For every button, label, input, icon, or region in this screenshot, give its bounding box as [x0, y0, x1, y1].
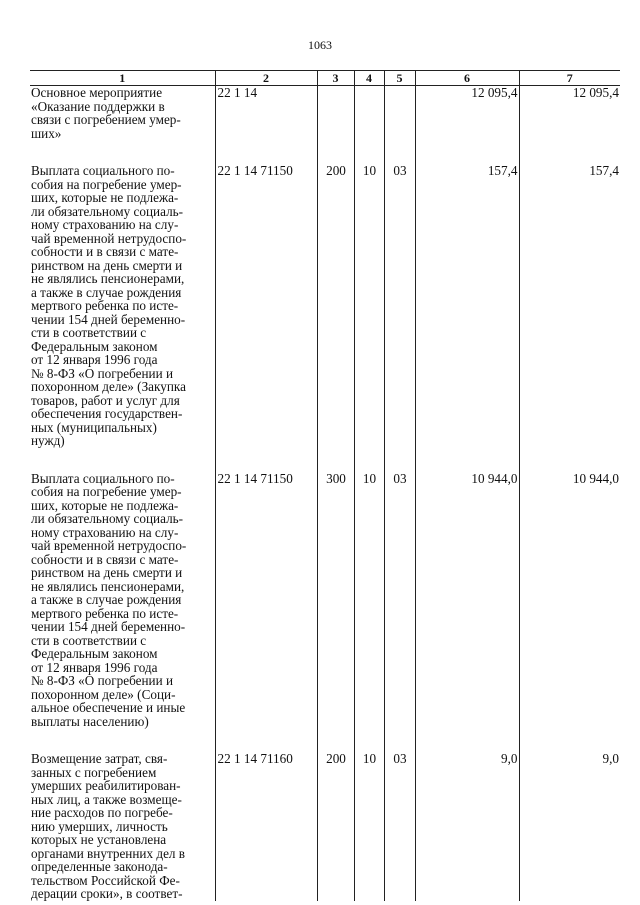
page-number: 1063: [308, 38, 332, 52]
table-row: [30, 164, 620, 448]
row-section: 10: [354, 752, 384, 901]
row-amount-2: 9,0: [519, 752, 620, 901]
row-spacer: [30, 448, 620, 472]
row-spacer: [30, 728, 620, 752]
row-description: Возмещение затрат, свя- занных с погребением умерших реабилитирован- ных лиц, а также возмеще- ние расходов по погребе- нию умерших, личность которых не установлена органами внутренних дел в определенные законода- тельством Российской Фе- дерации сроки», в соответ-: [30, 752, 215, 901]
row-subsection: 03: [384, 752, 415, 901]
table-row: [30, 472, 620, 729]
column-header-6: 6: [415, 71, 519, 86]
row-target-code: 22 1 14 71160: [215, 752, 317, 901]
row-description: Выплата социального по- собия на погребение умер- ших, которые не подлежа- ли обязательному социаль- ному страхованию на слу- чай временной нетрудоспо- собности и в связи с мате- ринством на день смерти и не являлись пенсионерами, а также в случае рождения мертвого ребенка по исте- чении 154 дней беременно- сти в соответствии с Федеральным законом от 12 января 1996 года № 8-ФЗ «О погребении и похоронном деле» (Закупка товаров, работ и услуг для обеспечения государствен- ных (муниципальных) нужд): [30, 164, 215, 448]
row-target-code: 22 1 14 71150: [215, 164, 317, 448]
row-amount-1: 157,4: [415, 164, 519, 448]
row-description: Выплата социального по- собия на погребение умер- ших, которые не подлежа- ли обязательному социаль- ному страхованию на слу- чай временной нетрудоспо- собности и в связи с мате- ринством на день смерти и не являлись пенсионерами, а также в случае рождения мертвого ребенка по исте- чении 154 дней беременно- сти в соответствии с Федеральным законом от 12 января 1996 года № 8-ФЗ «О погребении и похоронном деле» (Соци- альное обеспечение и иные выплаты населению): [30, 472, 215, 729]
table-header-row: [30, 71, 620, 86]
column-header-4: 4: [354, 71, 384, 86]
row-expense-type: 300: [317, 472, 354, 729]
row-expense-type: [317, 86, 354, 141]
row-amount-2: 157,4: [519, 164, 620, 448]
row-target-code: 22 1 14: [215, 86, 317, 141]
row-section: 10: [354, 472, 384, 729]
row-amount-1: 10 944,0: [415, 472, 519, 729]
row-description: Основное мероприятие «Оказание поддержки в связи с погребением умер- ших»: [30, 86, 215, 141]
row-amount-2: 10 944,0: [519, 472, 620, 729]
column-header-3: 3: [317, 71, 354, 86]
row-amount-1: 12 095,4: [415, 86, 519, 141]
row-amount-2: 12 095,4: [519, 86, 620, 141]
table-row: [30, 86, 620, 141]
row-section: [354, 86, 384, 141]
table-row: [30, 752, 620, 901]
row-subsection: 03: [384, 472, 415, 729]
row-expense-type: 200: [317, 752, 354, 901]
budget-table: [30, 70, 620, 901]
row-section: 10: [354, 164, 384, 448]
column-header-1: 1: [30, 71, 215, 86]
row-subsection: [384, 86, 415, 141]
column-header-7: 7: [519, 71, 620, 86]
column-header-2: 2: [215, 71, 317, 86]
row-spacer: [30, 140, 620, 164]
row-expense-type: 200: [317, 164, 354, 448]
column-header-5: 5: [384, 71, 415, 86]
row-amount-1: 9,0: [415, 752, 519, 901]
row-target-code: 22 1 14 71150: [215, 472, 317, 729]
row-subsection: 03: [384, 164, 415, 448]
